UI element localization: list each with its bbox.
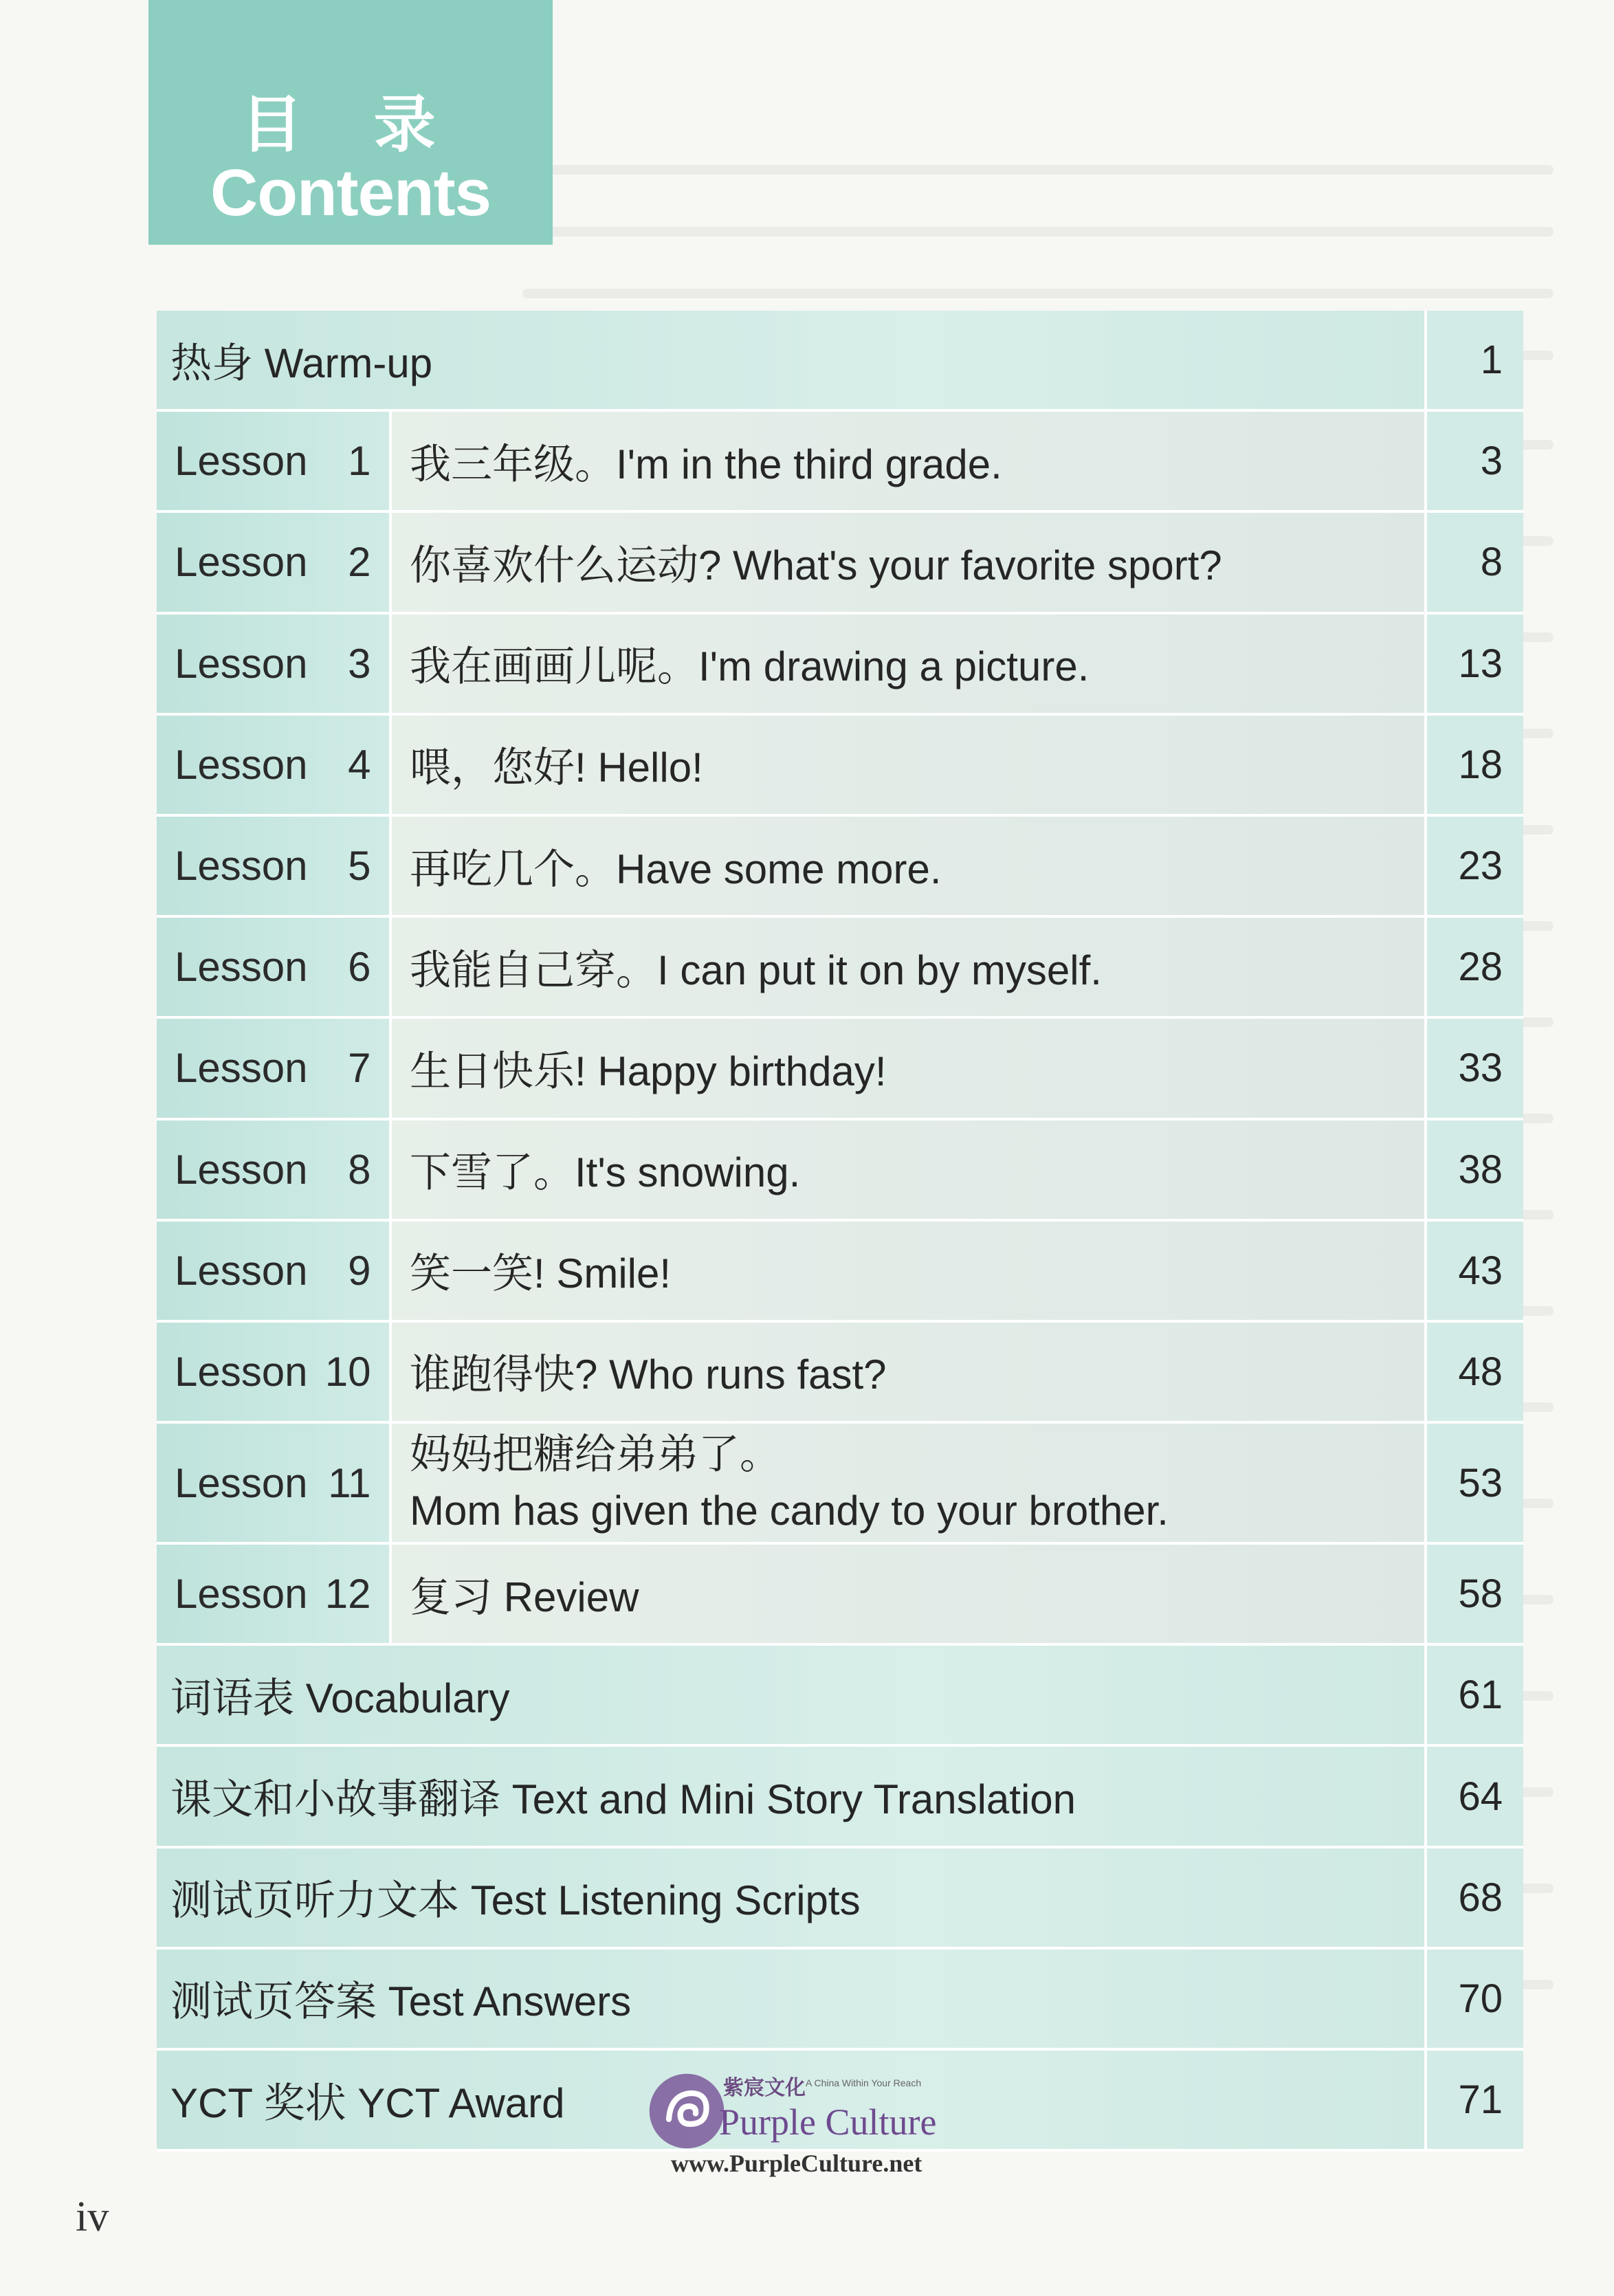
lesson-title[interactable]: 谁跑得快? Who runs fast? — [392, 1323, 1427, 1424]
toc-page-number: 64 — [1427, 1747, 1523, 1848]
toc-page-number: 8 — [1427, 513, 1523, 614]
toc-entry-listening-scripts[interactable] — [157, 1848, 1427, 1950]
toc-page-number: 61 — [1427, 1646, 1523, 1747]
toc-page-number: 58 — [1427, 1545, 1523, 1646]
lesson-title[interactable]: 生日快乐! Happy birthday! — [392, 1019, 1427, 1120]
toc-page-number: 71 — [1427, 2051, 1523, 2152]
lesson-label: Lesson 7 — [157, 1019, 392, 1120]
lesson-label: Lesson 3 — [157, 615, 392, 716]
lesson-label: Lesson 4 — [157, 716, 392, 817]
lesson-number: 3 — [348, 640, 371, 687]
lesson-title[interactable] — [392, 1424, 1427, 1545]
purple-culture-logo-icon — [646, 2071, 727, 2152]
toc-page-number: 23 — [1427, 817, 1523, 918]
lesson-number: 1 — [348, 438, 371, 485]
lesson-number: 6 — [348, 944, 371, 991]
lesson-title[interactable]: 我在画画儿呢。I'm drawing a picture. — [392, 615, 1427, 716]
lesson-label: Lesson 2 — [157, 513, 392, 614]
watermark-chinese-name: 紫宸文化 — [723, 2076, 806, 2100]
lesson-title[interactable]: 喂，您好! Hello! — [392, 716, 1427, 817]
lesson-number: 7 — [348, 1045, 371, 1092]
contents-header — [148, 0, 553, 245]
lesson-title-chinese: 妈妈把糖给弟弟了。 — [410, 1431, 781, 1478]
toc-page-number: 43 — [1427, 1222, 1523, 1323]
watermark-url: www.PurpleCulture.net — [671, 2150, 922, 2177]
lesson-number: 10 — [324, 1348, 371, 1395]
page-number: iv — [76, 2194, 109, 2240]
lesson-label: Lesson 12 — [157, 1545, 392, 1646]
lesson-title[interactable]: 下雪了。It's snowing. — [392, 1121, 1427, 1222]
toc-entry-warmup[interactable] — [157, 311, 1427, 412]
toc-entry-label: 课文和小故事翻译 Text and Mini Story Translation — [170, 1776, 1076, 1823]
table-of-contents — [157, 311, 1523, 2171]
toc-entry-vocabulary[interactable] — [157, 1646, 1427, 1747]
toc-page-number: 53 — [1427, 1424, 1523, 1545]
toc-page-number: 3 — [1427, 412, 1523, 513]
watermark-tagline: A China Within Your Reach — [806, 2077, 922, 2088]
lesson-title[interactable]: 再吃几个。Have some more. — [392, 817, 1427, 918]
lesson-number: 12 — [324, 1571, 371, 1618]
lesson-number: 5 — [348, 843, 371, 890]
lesson-label: Lesson 6 — [157, 918, 392, 1019]
toc-entry-label: 热身 Warm-up — [170, 340, 433, 386]
lesson-number: 4 — [348, 741, 371, 788]
toc-page-number: 68 — [1427, 1848, 1523, 1950]
lesson-number: 2 — [348, 539, 371, 586]
lesson-label: Lesson 8 — [157, 1121, 392, 1222]
lesson-label: Lesson 5 — [157, 817, 392, 918]
toc-entry-test-answers[interactable] — [157, 1950, 1427, 2051]
toc-entry-label: YCT 奖状 YCT Award — [170, 2079, 565, 2126]
purple-culture-watermark — [646, 2071, 976, 2187]
contents-title-chinese: 目 录 — [241, 89, 461, 161]
contents-title-english: Contents — [210, 156, 491, 230]
lesson-title-english: Mom has given the candy to your brother. — [410, 1488, 1169, 1534]
lesson-number: 8 — [348, 1146, 371, 1193]
toc-page-number: 13 — [1427, 615, 1523, 716]
lesson-label: Lesson 9 — [157, 1222, 392, 1323]
lesson-title[interactable]: 我三年级。I'm in the third grade. — [392, 412, 1427, 513]
toc-entry-label: 测试页听力文本 Test Listening Scripts — [170, 1877, 861, 1924]
toc-page-number: 1 — [1427, 311, 1523, 412]
toc-page-number: 28 — [1427, 918, 1523, 1019]
lesson-label: Lesson 1 — [157, 412, 392, 513]
toc-page-number: 48 — [1427, 1323, 1523, 1424]
lesson-title[interactable]: 笑一笑! Smile! — [392, 1222, 1427, 1323]
lesson-title[interactable]: 我能自己穿。I can put it on by myself. — [392, 918, 1427, 1019]
lesson-label: Lesson 10 — [157, 1323, 392, 1424]
toc-page-number: 18 — [1427, 716, 1523, 817]
toc-entry-label: 测试页答案 Test Answers — [170, 1978, 632, 2025]
lesson-number: 11 — [328, 1459, 371, 1506]
toc-page-number: 33 — [1427, 1019, 1523, 1120]
lesson-title[interactable]: 你喜欢什么运动? What's your favorite sport? — [392, 513, 1427, 614]
toc-entry-label: 词语表 Vocabulary — [170, 1675, 510, 1721]
lesson-label: Lesson 11 — [157, 1424, 392, 1545]
lesson-title[interactable]: 复习 Review — [392, 1545, 1427, 1646]
toc-page-number: 70 — [1427, 1950, 1523, 2051]
watermark-brand: Purple Culture — [719, 2101, 937, 2143]
toc-entry-translation[interactable] — [157, 1747, 1427, 1848]
lesson-number: 9 — [348, 1247, 371, 1294]
toc-page-number: 38 — [1427, 1121, 1523, 1222]
